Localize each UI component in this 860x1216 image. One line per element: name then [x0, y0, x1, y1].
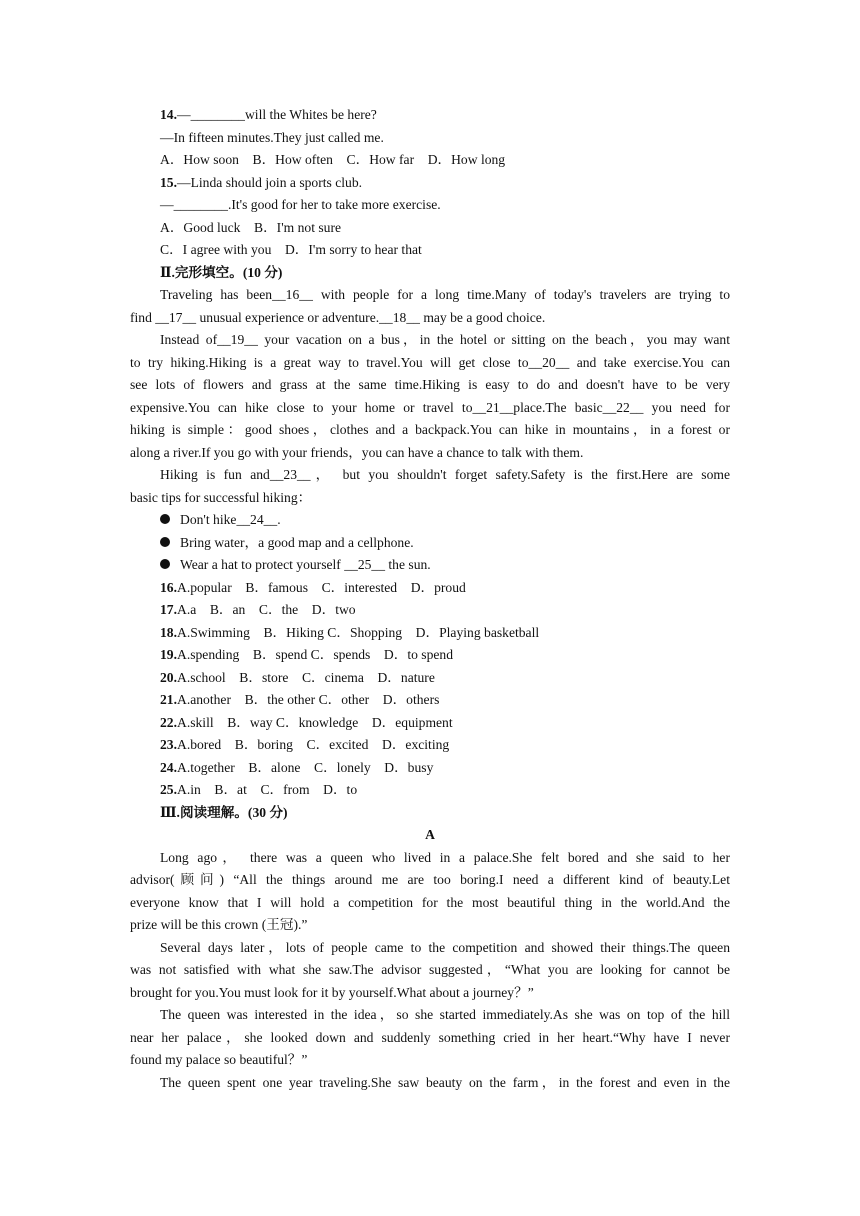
question-15-options-2: C．I agree with you D．I'm sorry to hear that: [160, 242, 422, 257]
question-14-reply: —In fifteen minutes.They just called me.: [160, 129, 384, 145]
section-2-title: Ⅱ.完形填空。(10 分): [160, 264, 283, 280]
choice-line: 16.A.popular B．famous C．interested D．proud: [160, 579, 466, 595]
reading-part-label: A: [425, 827, 435, 842]
passage-line: find __17__ unusual experience or adventure.__18__ may be a good choice.: [130, 309, 546, 325]
reading-line: brought for you.You must look for it by yourself.What about a journey？”: [130, 984, 534, 1000]
reading-line: The queen spent one year traveling.She saw beauty on the farm，in the forest and even in the: [160, 1074, 730, 1090]
tip-item: Wear a hat to protect yourself __25__ the sun.: [130, 554, 730, 577]
reading-line: advisor(顾问) “All the things around me are too boring.I need a different kind of beauty.Let: [130, 872, 730, 887]
choice-line: 21.A.another B．the other C．other D．others: [160, 692, 440, 707]
reading-line: Several days later，lots of people came to the competition and showed their things.The queen: [160, 939, 730, 955]
passage-line: basic tips for successful hiking：: [130, 489, 312, 505]
passage-line: hiking is simple：good shoes，clothes and a backpack.You can hike in mountains，in a forest or: [130, 422, 730, 437]
reading-line: Long ago， there was a queen who lived in a palace.She felt bored and she said to her: [160, 849, 730, 865]
reading-line: everyone know that I will hold a competition for the most beautiful thing in the world.And the: [130, 894, 730, 910]
question-14-options: A．How soon B．How often C．How far D．How long: [160, 152, 506, 167]
passage-line: along a river.If you go with your friends，you can have a chance to talk with them.: [130, 444, 584, 460]
section-3-title: Ⅲ.阅读理解。(30 分): [160, 804, 288, 820]
choice-line: 22.A.skill B．way C．knowledge D．equipment: [160, 714, 453, 730]
reading-line: found my palace so beautiful？”: [130, 1052, 308, 1067]
question-15-stem: 15.—Linda should join a sports club.: [160, 174, 363, 190]
choice-line: 18.A.Swimming B．Hiking C．Shopping D．Playing basketball: [160, 624, 540, 640]
passage-line: Instead of__19__ your vacation on a bus，in the hotel or sitting on the beach，you may want: [160, 332, 730, 347]
passage-line: see lots of flowers and grass at the same time.Hiking is easy to do and doesn't have to be very: [130, 377, 730, 392]
choice-line: 17.A.a B．an C．the D．two: [160, 602, 356, 617]
tip-item: Bring water，a good map and a cellphone.: [130, 532, 730, 555]
choice-line: 23.A.bored B．boring C．excited D．exciting: [160, 737, 450, 752]
reading-line: The queen was interested in the idea，so she started immediately.As she was on top of the hill: [160, 1007, 730, 1022]
reading-line: near her palace，she looked down and suddenly something cried in her heart.“Why have I never: [130, 1029, 730, 1045]
choice-line: 24.A.together B．alone C．lonely D．busy: [160, 759, 434, 775]
choice-line: 25.A.in B．at C．from D．to: [160, 782, 358, 797]
bullet-icon: [160, 537, 170, 547]
worksheet-page: [130, 104, 730, 1094]
reading-line: prize will be this crown (王冠).”: [130, 917, 308, 932]
passage-line: Traveling has been__16__ with people for a long time.Many of today's travelers are trying to: [160, 287, 730, 302]
passage-line: to try hiking.Hiking is a great way to travel.You will get close to__20__ and take exercise.You can: [130, 354, 730, 370]
choice-line: 19.A.spending B．spend C．spends D．to spend: [160, 647, 454, 662]
passage-line: expensive.You can hike close to your home or travel to__21__place.The basic__22__ you need for: [130, 399, 730, 415]
bullet-icon: [160, 559, 170, 569]
reading-line: was not satisfied with what she saw.The advisor suggested，“What you are looking for cannot be: [130, 962, 730, 977]
tip-item: Don't hike__24__.: [130, 509, 730, 532]
choice-line: 20.A.school B．store C．cinema D．nature: [160, 669, 435, 685]
passage-line: Hiking is fun and__23__， but you shouldn't forget safety.Safety is the first.Here are some: [160, 467, 730, 482]
question-15-options-1: A．Good luck B．I'm not sure: [160, 219, 342, 235]
bullet-icon: [160, 514, 170, 524]
question-15-reply: —________.It's good for her to take more exercise.: [160, 197, 441, 212]
question-14-stem: 14.—________will the Whites be here?: [160, 107, 377, 122]
